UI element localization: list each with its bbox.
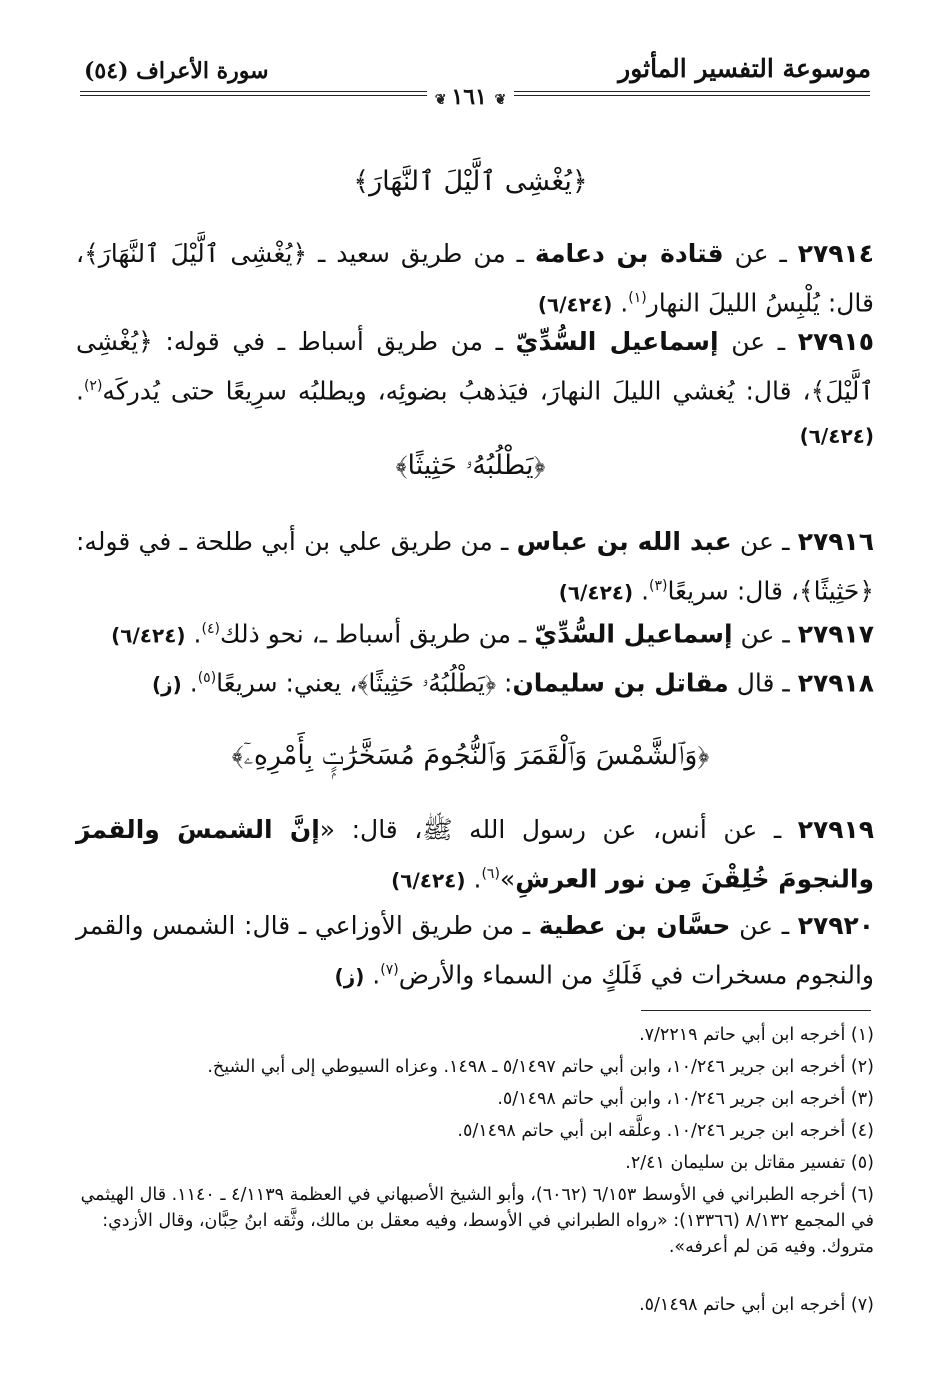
narration-entry — [76, 904, 874, 998]
hadith-text: إنَّ الشمسَ والقمرَ والنجومَ خُلِقْنَ مِن نور العرشِ — [76, 815, 874, 894]
footnote: (١) أخرجه ابن أبي حاتم ٧/٢٢١٩. — [639, 1025, 874, 1045]
entry-pre: ـ عن — [730, 911, 798, 940]
volume-reference: (٦/٤٢٤) — [799, 424, 874, 449]
narration-entry — [76, 320, 874, 458]
footnote: (٤) أخرجه ابن جرير ١٠/٢٤٦. وعلَّقه ابن أبي حاتم ٥/١٤٩٨. — [457, 1121, 874, 1141]
entry-number: ٢٧٩١٥ — [797, 327, 874, 356]
footnote: (٣) أخرجه ابن جرير ١٠/٢٤٦، وابن أبي حاتم ٥/١٤٩٨. — [497, 1089, 874, 1109]
ornament-icon: ❦ — [434, 92, 452, 108]
narrator-name: مقاتل بن سليمان — [512, 668, 729, 698]
footnote-marker[interactable]: (١) — [628, 290, 647, 306]
narrator-name: إسماعيل السُّدِّيّ — [515, 327, 719, 356]
footnote: (٦) أخرجه الطبراني في الأوسط ٦/١٥٣ (٦٠٦٢)، وأبو الشيخ الأصبهاني في العظمة ٤/١١٣٩ ـ ١١٤٠. قال الهيثمي في المجمع ٨/١٣٢ (١٣٣٦٦): «رواه الطبراني في الأوسط، وفيه معقل بن مالك، وثَّقه ابنُ حِبَّان، وقال الأزدي: متروك. وفيه مَن لم أعرفه». — [80, 1185, 874, 1257]
entry-number: ٢٧٩١٤ — [797, 239, 874, 268]
footnote-separator — [641, 1010, 871, 1011]
footnote-marker[interactable]: (٦) — [481, 866, 500, 882]
footnote: (٧) أخرجه ابن أبي حاتم ٥/١٤٩٨. — [639, 1295, 874, 1315]
entry-number: ٢٧٩٢٠ — [797, 911, 874, 940]
entry-body: ـ من طريق الأوزاعي ـ قال: الشمس والقمر والنجوم مسخرات في فَلَكٍ من السماء والأرض — [76, 911, 874, 990]
narration-entry — [76, 656, 874, 706]
footnote: (٢) أخرجه ابن جرير ١٠/٢٤٦، وابن أبي حاتم ٥/١٤٩٧ ـ ١٤٩٨. وعزاه السيوطي إلى أبي الشيخ. — [207, 1057, 874, 1077]
verse-heading: ﴿يَطْلُبُهُۥ حَثِيثًا﴾ — [395, 450, 546, 481]
entry-tail: . — [633, 576, 650, 606]
entry-pre: ـ عن — [731, 527, 798, 556]
volume-reference: (٦/٤٢٤) — [111, 623, 186, 648]
volume-reference: (٦/٤٢٤) — [558, 580, 634, 605]
entry-tail: . — [364, 960, 381, 990]
footnote: (٥) تفسير مقاتل بن سليمان ٢/٤١. — [625, 1153, 874, 1173]
book-title: موسوعة التفسير المأثور — [618, 54, 871, 83]
narrator-name: عبد الله بن عباس — [516, 527, 732, 556]
ornament-icon: ❦ — [494, 92, 507, 108]
footnote-marker[interactable]: (٥) — [197, 670, 217, 686]
narration-entry — [76, 607, 874, 657]
entry-pre: ـ عن — [723, 239, 798, 268]
narrator-name: قتادة بن دعامة — [534, 239, 724, 268]
entry-body: ـ من طريق أسباط ـ في قوله: ﴿يُغْشِى ٱلَّيْلَ﴾، قال: يُغشي الليلَ النهارَ، فيَذهبُ بضوئِه، ويطلبُه سرِيعًا حتى يُدركَه — [76, 327, 874, 406]
narrator-name: إسماعيل السُّدِّيّ — [534, 619, 733, 649]
verse-heading: ﴿يُغْشِى ٱلَّيْلَ ٱلنَّهَارَ﴾ — [353, 166, 588, 197]
entry-body: ـ من طريق أسباط ـ، نحو ذلك — [219, 619, 535, 649]
surah-label: سورة الأعراف (٥٤) — [84, 58, 269, 84]
footnote-marker[interactable]: (٧) — [380, 962, 399, 978]
entry-number: ٢٧٩١٦ — [797, 527, 874, 556]
entry-tail: . — [185, 619, 202, 649]
volume-reference: (٦/٤٢٤) — [391, 868, 466, 893]
volume-reference: (ز) — [334, 964, 365, 989]
page-number-row — [0, 84, 941, 110]
entry-body: ـ من طريق سعيد ـ ﴿يُغْشِى ٱلَّيْلَ ٱلنَّهَارَ﴾، قال: يُلْبِسُ الليلَ النهار — [76, 239, 874, 318]
footnote-marker[interactable]: (٤) — [201, 621, 220, 637]
entry-pre: ـ عن — [718, 327, 798, 356]
entry-pre: ـ عن — [732, 619, 798, 649]
entry-number: ٢٧٩١٧ — [797, 619, 874, 649]
entry-tail: . — [465, 864, 482, 894]
entry-tail: . — [76, 376, 84, 406]
volume-reference: (ز) — [152, 672, 182, 697]
page-number: ١٦١ — [451, 84, 487, 110]
entry-body: » — [499, 864, 516, 894]
entry-body: : ﴿يَطْلُبُهُۥ حَثِيثًا﴾، يعني: سريعًا — [216, 668, 513, 698]
verse-heading: ﴿وَٱلشَّمْسَ وَٱلْقَمَرَ وَٱلنُّجُومَ مُسَخَّرَٰتٍۭ بِأَمْرِهِۦٓ﴾ — [231, 740, 710, 771]
footnote-marker[interactable]: (٣) — [649, 578, 668, 594]
narration-entry — [76, 808, 874, 902]
entry-tail: . — [612, 288, 629, 318]
entry-pre: ـ قال — [728, 668, 798, 698]
narrator-name: حسَّان بن عطية — [538, 911, 731, 940]
entry-number: ٢٧٩١٩ — [797, 815, 874, 844]
narration-entry — [76, 232, 874, 326]
entry-body: ـ من طريق علي بن أبي طلحة ـ في قوله: ﴿حَثِيثًا﴾، قال: سريعًا — [76, 527, 874, 606]
footnote-marker[interactable]: (٢) — [83, 378, 103, 394]
entry-tail: . — [181, 668, 198, 698]
entry-number: ٢٧٩١٨ — [797, 668, 874, 698]
narration-entry — [76, 520, 874, 614]
entry-pre: ـ عن أنس، عن رسول الله ﷺ، قال: « — [319, 815, 798, 844]
volume-reference: (٦/٤٢٤) — [537, 292, 613, 317]
